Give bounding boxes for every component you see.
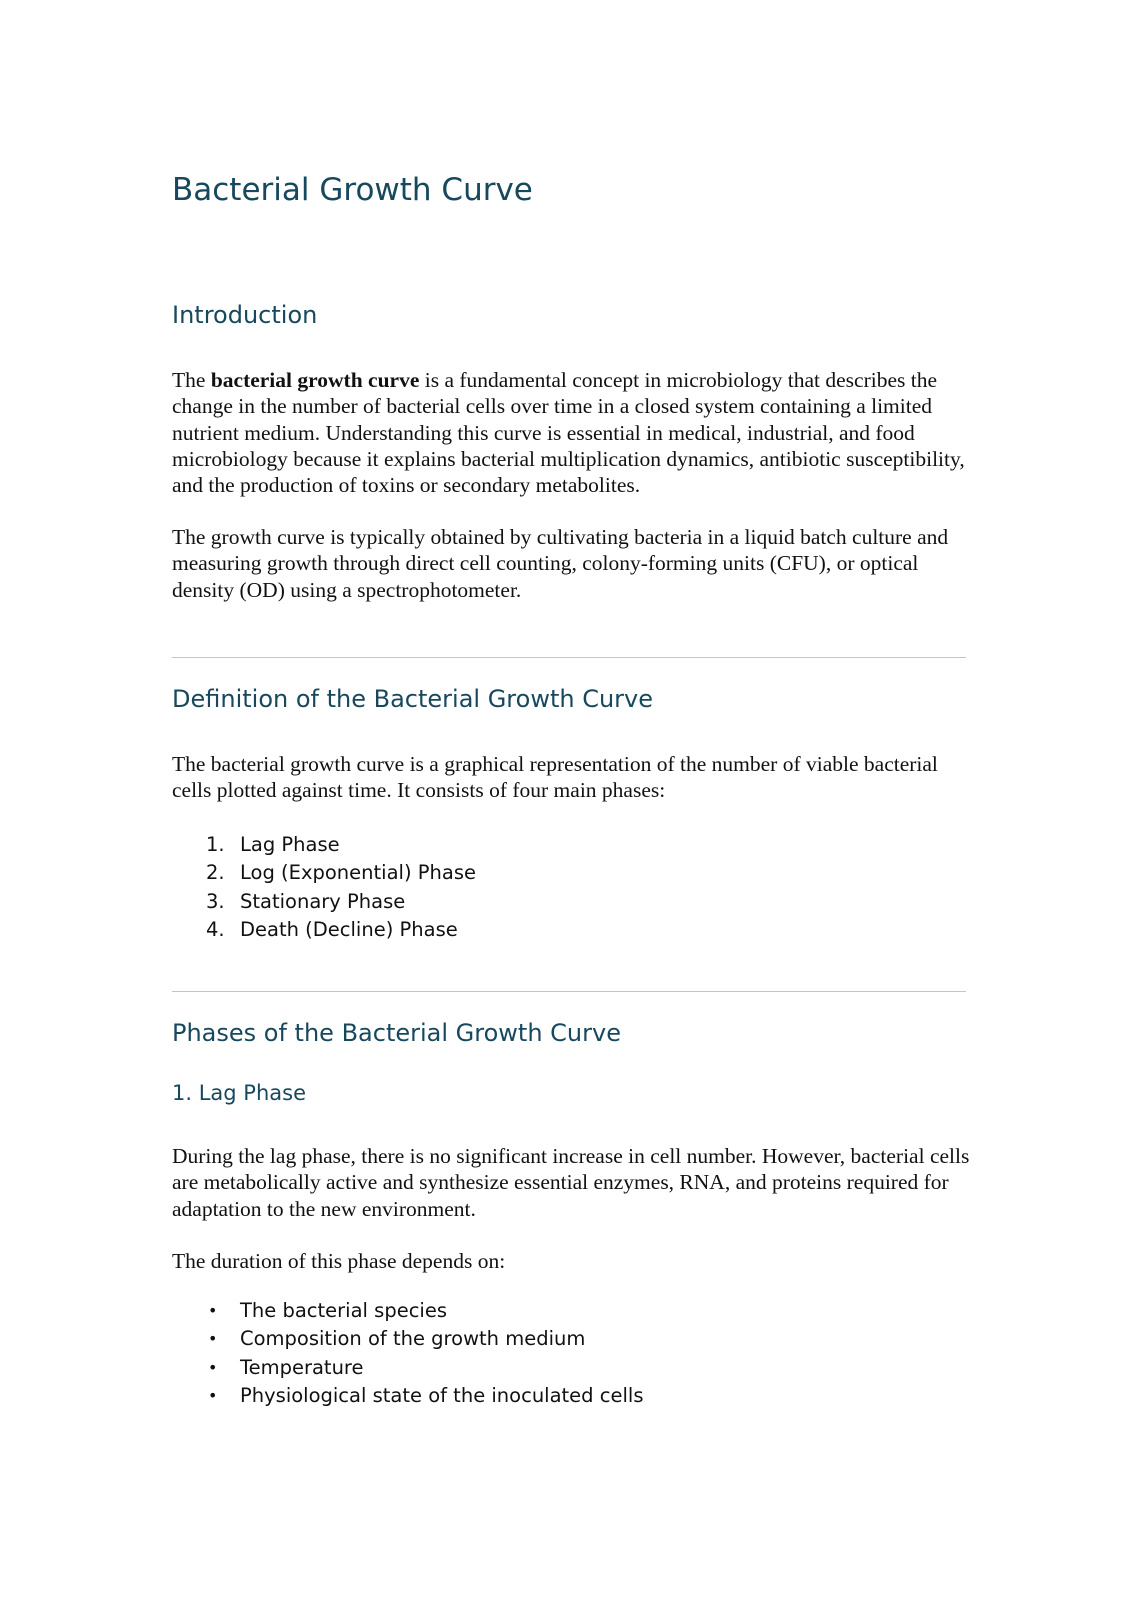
list-item-number: 2. xyxy=(206,861,225,885)
list-item-label: Death (Decline) Phase xyxy=(240,917,458,941)
definition-paragraph: The bacterial growth curve is a graphical representation of the number of viable bacterial cells plotted against time. It consists of four main phases: xyxy=(172,752,938,803)
list-item-label: Log (Exponential) Phase xyxy=(240,861,476,885)
bullet-icon: • xyxy=(208,1357,218,1377)
list-item xyxy=(206,1297,643,1325)
list-item-label: Stationary Phase xyxy=(240,889,406,913)
introduction-paragraph-2: The growth curve is typically obtained by cultivating bacteria in a liquid batch culture and measuring growth through direct cell counting, colony-forming units (CFU), or optical density (OD) using a spectrophotometer. xyxy=(172,525,949,602)
section-divider-1 xyxy=(172,657,966,658)
bullet-icon: • xyxy=(208,1329,218,1349)
document-title: Bacterial Growth Curve xyxy=(172,172,533,208)
phases-heading: Phases of the Bacterial Growth Curve xyxy=(172,1019,621,1047)
list-item-number: 4. xyxy=(206,917,225,941)
list-item xyxy=(206,859,476,887)
list-item-label: Physiological state of the inoculated cells xyxy=(240,1383,644,1407)
list-item xyxy=(206,1382,643,1410)
introduction-p1-bold-term: bacterial growth curve xyxy=(210,368,420,392)
definition-heading: Definition of the Bacterial Growth Curve xyxy=(172,685,654,713)
list-item-number: 3. xyxy=(206,889,225,913)
list-item xyxy=(206,916,476,944)
section-divider-2 xyxy=(172,991,966,992)
list-item xyxy=(206,1354,643,1382)
lag-phase-heading: 1. Lag Phase xyxy=(172,1081,306,1105)
list-item xyxy=(206,831,476,859)
list-item-label: Composition of the growth medium xyxy=(240,1327,586,1351)
lag-phase-paragraph-2: The duration of this phase depends on: xyxy=(172,1249,506,1273)
list-item-number: 1. xyxy=(206,833,225,856)
introduction-p1-suffix: is a fundamental concept in microbiology that describes the change in the number of bacterial cells over time in a closed system containing a limited nutrient medium. Understanding this curve is essential in medical, industrial, and food microbiology because it explains bacterial multiplication dynamics, antibiotic susceptibility, and the production of toxins or secondary metabolites. xyxy=(172,368,965,498)
list-item xyxy=(206,888,476,916)
lag-phase-paragraph-1: During the lag phase, there is no significant increase in cell number. However, bacterial cells are metabolically active and synthesize essential enzymes, RNA, and proteins required for adaptation to the new environment. xyxy=(172,1144,970,1221)
list-item xyxy=(206,1325,643,1353)
introduction-heading: Introduction xyxy=(172,301,318,329)
introduction-p1-prefix: The xyxy=(172,368,211,392)
phases-numbered-list xyxy=(206,831,476,944)
list-item-label: The bacterial species xyxy=(240,1299,447,1322)
bullet-icon: • xyxy=(208,1385,218,1405)
bullet-icon: • xyxy=(208,1301,218,1320)
list-item-label: Lag Phase xyxy=(240,833,340,856)
list-item-label: Temperature xyxy=(240,1355,364,1379)
introduction-paragraph-1 xyxy=(172,367,972,498)
lag-phase-factors-list xyxy=(206,1297,643,1410)
